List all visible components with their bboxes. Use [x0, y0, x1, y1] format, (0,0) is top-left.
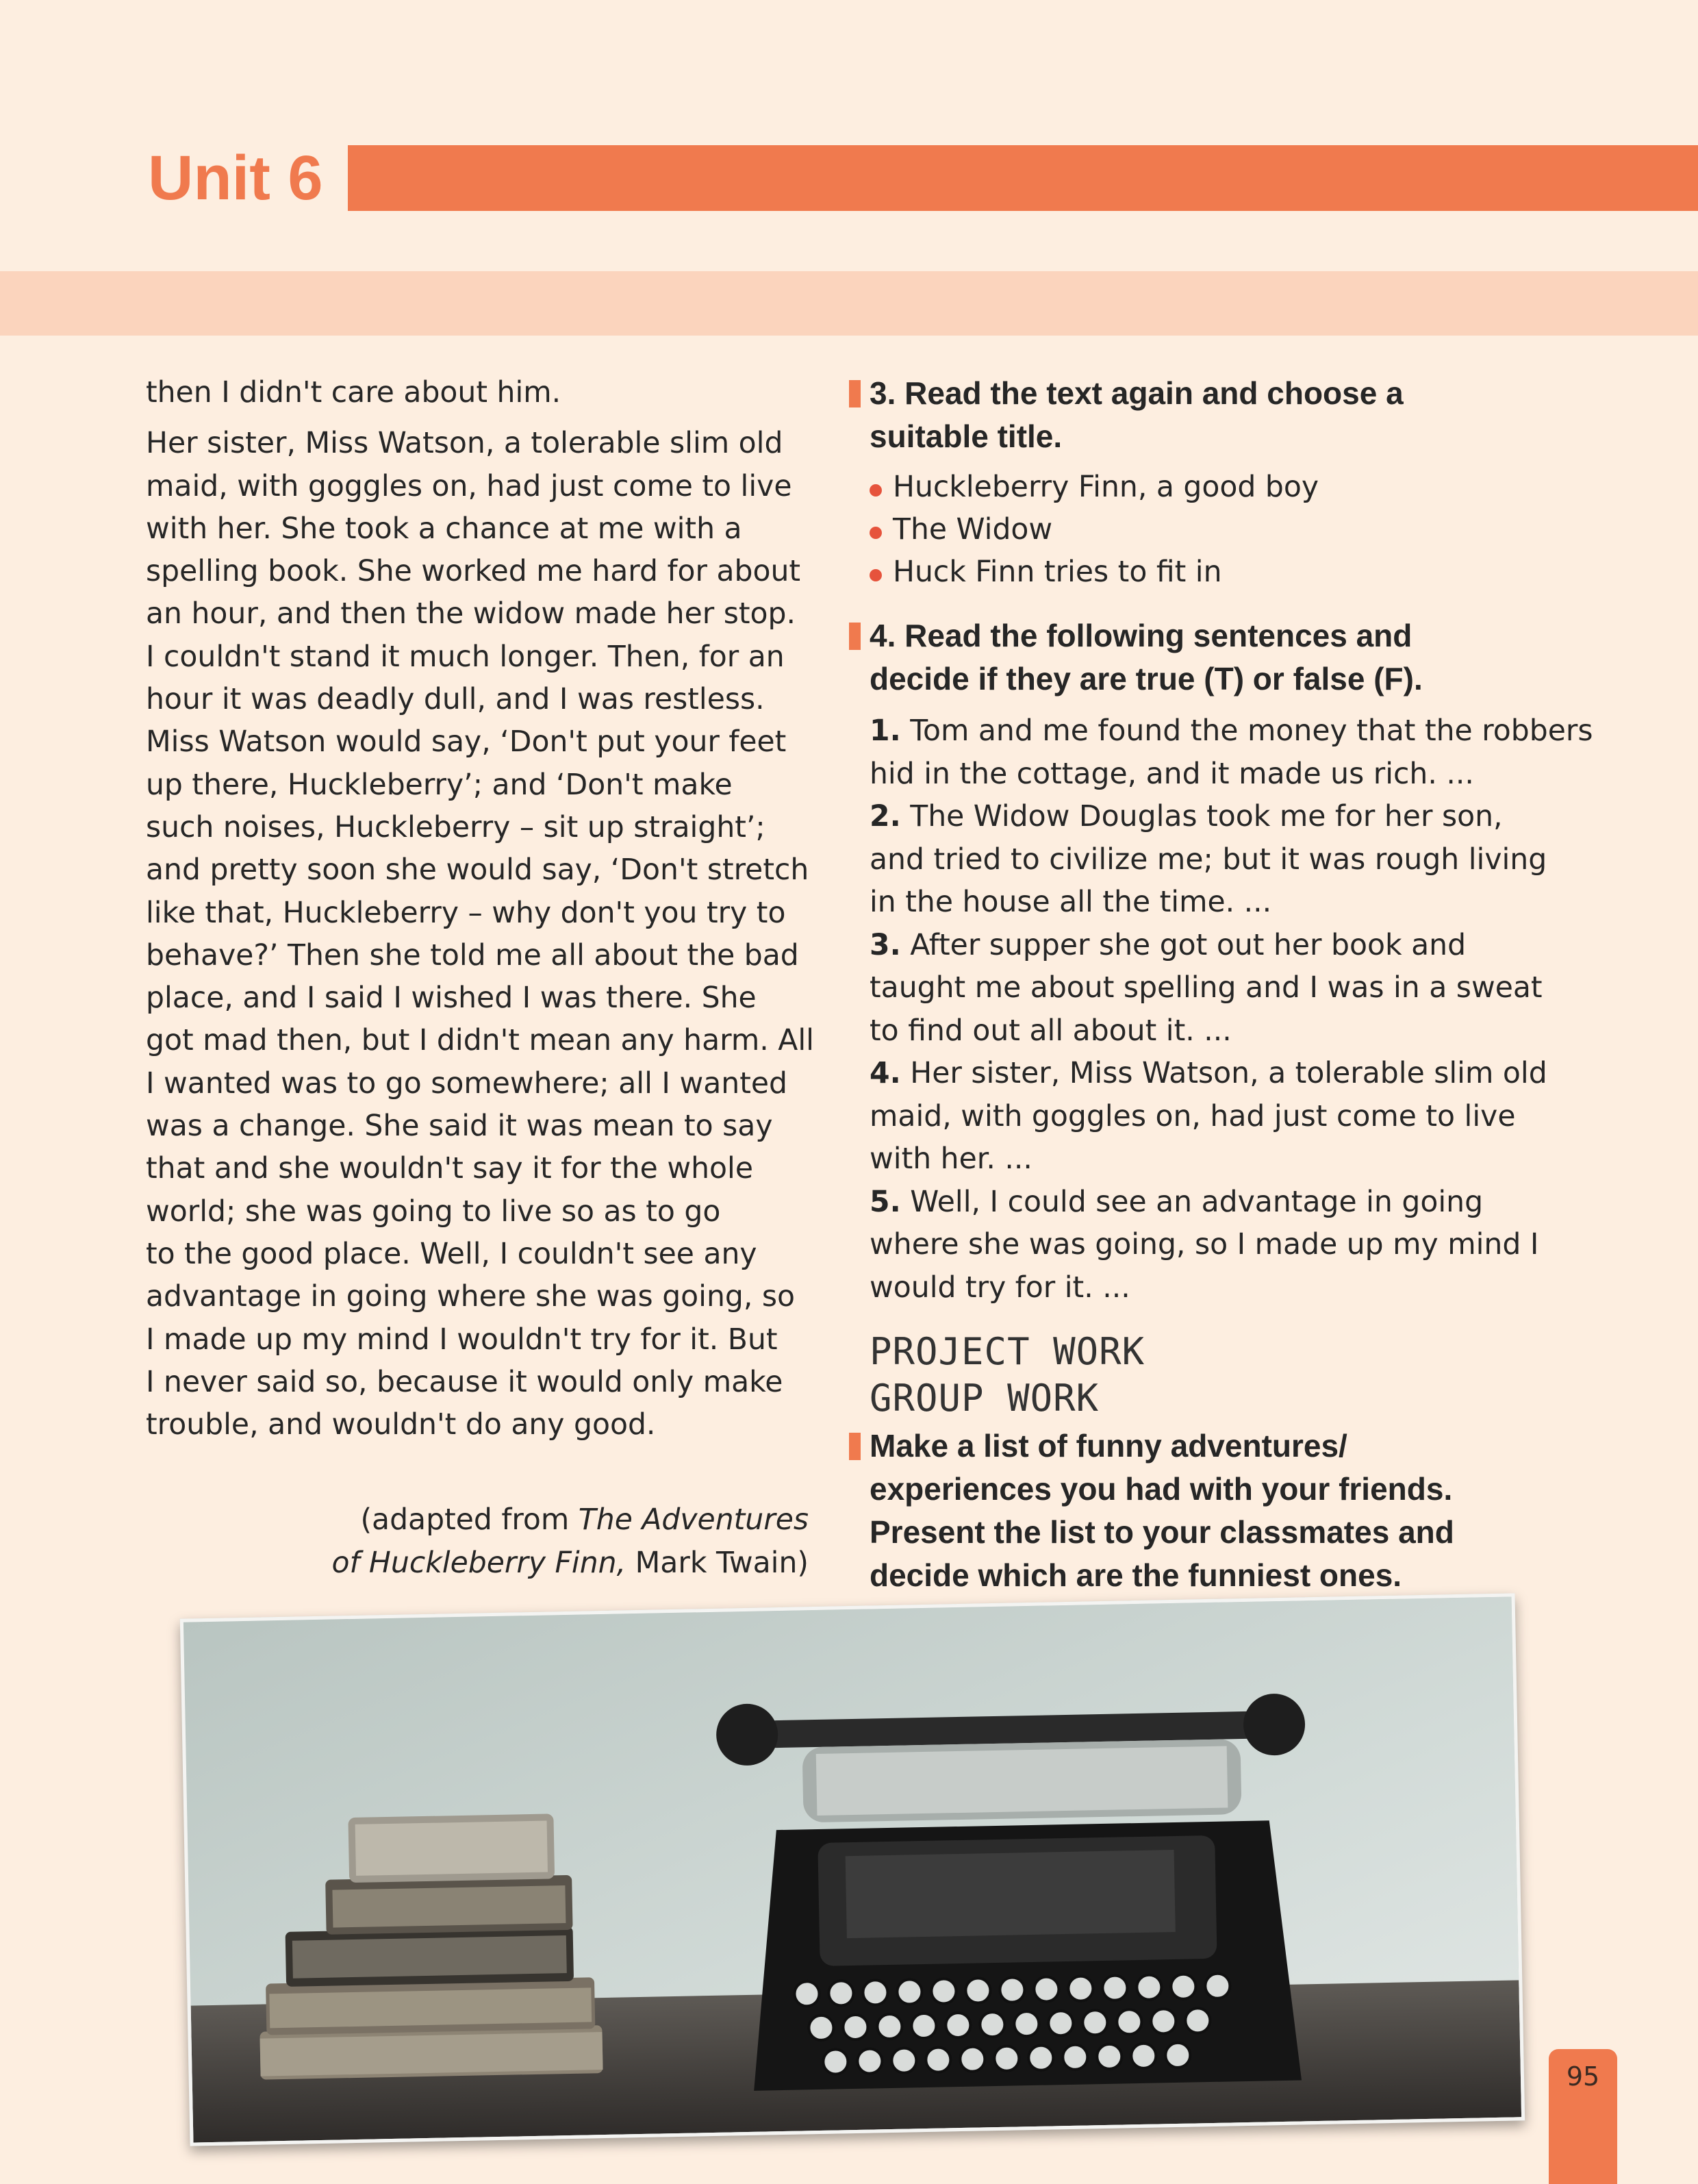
text-line: maid, with goggles on, had just come to live — [146, 469, 792, 503]
task-marker — [849, 380, 861, 407]
title-bar — [348, 145, 1698, 211]
title-option: Huckleberry Finn, a good boy — [870, 466, 1616, 509]
statement-2: 2. The Widow Douglas took me for her son, and tried to civilize me; but it was rough living in the house all the time. ... — [870, 800, 1547, 919]
intro-line: then I didn't care about him. — [146, 376, 561, 410]
statement-4: 4. Her sister, Miss Watson, a tolerable slim old maid, with goggles on, had just come to live with her. ... — [870, 1057, 1547, 1176]
text-line: and pretty soon she would say, ‘Don't stretch — [146, 853, 809, 888]
text-line: hour it was deadly dull, and I was restless. — [146, 683, 765, 717]
project-task: Make a list of funny adventures/ experiences you had with your friends. Present the list to your classmates and decide which are the funniest ones. — [849, 1424, 1616, 1597]
text-line: spelling book. She worked me hard for about — [146, 555, 801, 589]
unit-title: Unit 6 — [148, 143, 323, 213]
task-4-line: decide if they are true (T) or false (F). — [870, 661, 1423, 696]
text-line: was a change. She said it was mean to say — [146, 1109, 773, 1144]
photo-illustration — [183, 1596, 1521, 2142]
source-suffix: Mark Twain) — [626, 1546, 809, 1580]
task-3-line: 3. Read the text again and choose a — [870, 375, 1404, 411]
text-line: I wanted was to go somewhere; all I wanted — [146, 1066, 787, 1101]
text-line: with her. She took a chance at me with a — [146, 512, 742, 546]
task-marker — [849, 1433, 861, 1460]
task-marker — [849, 623, 861, 650]
statement-3: 3. After supper she got out her book and taught me about spelling and I was in a sweat to find out all about it. ... — [870, 928, 1543, 1048]
text-line: behave?’ Then she told me all about the bad — [146, 938, 799, 972]
task-3-heading — [849, 372, 1616, 458]
typewriter-books-photo — [180, 1593, 1525, 2146]
task-4-line: 4. Read the following sentences and — [870, 618, 1412, 653]
statement-5: 5. Well, I could see an advantage in going where she was going, so I made up my mind I would try for it. ... — [870, 1185, 1539, 1305]
task-4-heading — [849, 614, 1616, 701]
source-title-part2: of Huckleberry Finn, — [331, 1546, 626, 1580]
text-line: place, and I said I wished I was there. She — [146, 981, 757, 1016]
text-line: got mad then, but I didn't mean any harm. All — [146, 1024, 814, 1058]
text-line: I never said so, because it would only make — [146, 1365, 783, 1399]
project-work-label: PROJECT WORK — [870, 1330, 1145, 1373]
text-line: an hour, and then the widow made her stop. — [146, 597, 796, 631]
true-false-list — [870, 710, 1616, 1309]
exercises-column — [849, 372, 1616, 1597]
page-number: 95 — [1566, 2061, 1600, 2092]
source-title-part1: The Adventures — [578, 1503, 809, 1537]
bullet-icon — [870, 484, 882, 497]
text-line: that and she wouldn't say it for the whole — [146, 1152, 753, 1186]
text-line: I made up my mind I wouldn't try for it. But — [146, 1322, 778, 1357]
group-work-label: GROUP WORK — [870, 1377, 1100, 1420]
text-line: world; she was going to live so as to go — [146, 1194, 721, 1229]
bullet-icon — [870, 569, 882, 581]
header-band — [0, 271, 1698, 336]
text-line: advantage in going where she was going, so — [146, 1280, 796, 1314]
text-line: trouble, and wouldn't do any good. — [146, 1408, 656, 1442]
text-line: such noises, Huckleberry – sit up straight’; — [146, 810, 765, 844]
statement-1: 1. Tom and me found the money that the robbers hid in the cottage, and it made us rich. ... — [870, 714, 1593, 791]
text-line: I couldn't stand it much longer. Then, for an — [146, 640, 785, 674]
title-option: Huck Finn tries to fit in — [870, 551, 1616, 594]
text-line: like that, Huckleberry – why don't you try to — [146, 896, 786, 930]
text-line: Her sister, Miss Watson, a tolerable slim old — [146, 427, 783, 461]
bullet-icon — [870, 527, 882, 539]
source-citation — [146, 1498, 809, 1585]
text-line: up there, Huckleberry’; and ‘Don't make — [146, 768, 733, 802]
title-option: The Widow — [870, 509, 1616, 551]
task-3-line: suitable title. — [870, 418, 1063, 454]
reading-paragraph — [146, 423, 817, 1446]
reading-text — [146, 372, 817, 1446]
title-options-list — [870, 466, 1616, 594]
project-heading — [870, 1329, 1616, 1422]
text-line: to the good place. Well, I couldn't see any — [146, 1237, 757, 1271]
text-line: Miss Watson would say, ‘Don't put your feet — [146, 725, 787, 760]
source-prefix: (adapted from — [360, 1503, 579, 1537]
